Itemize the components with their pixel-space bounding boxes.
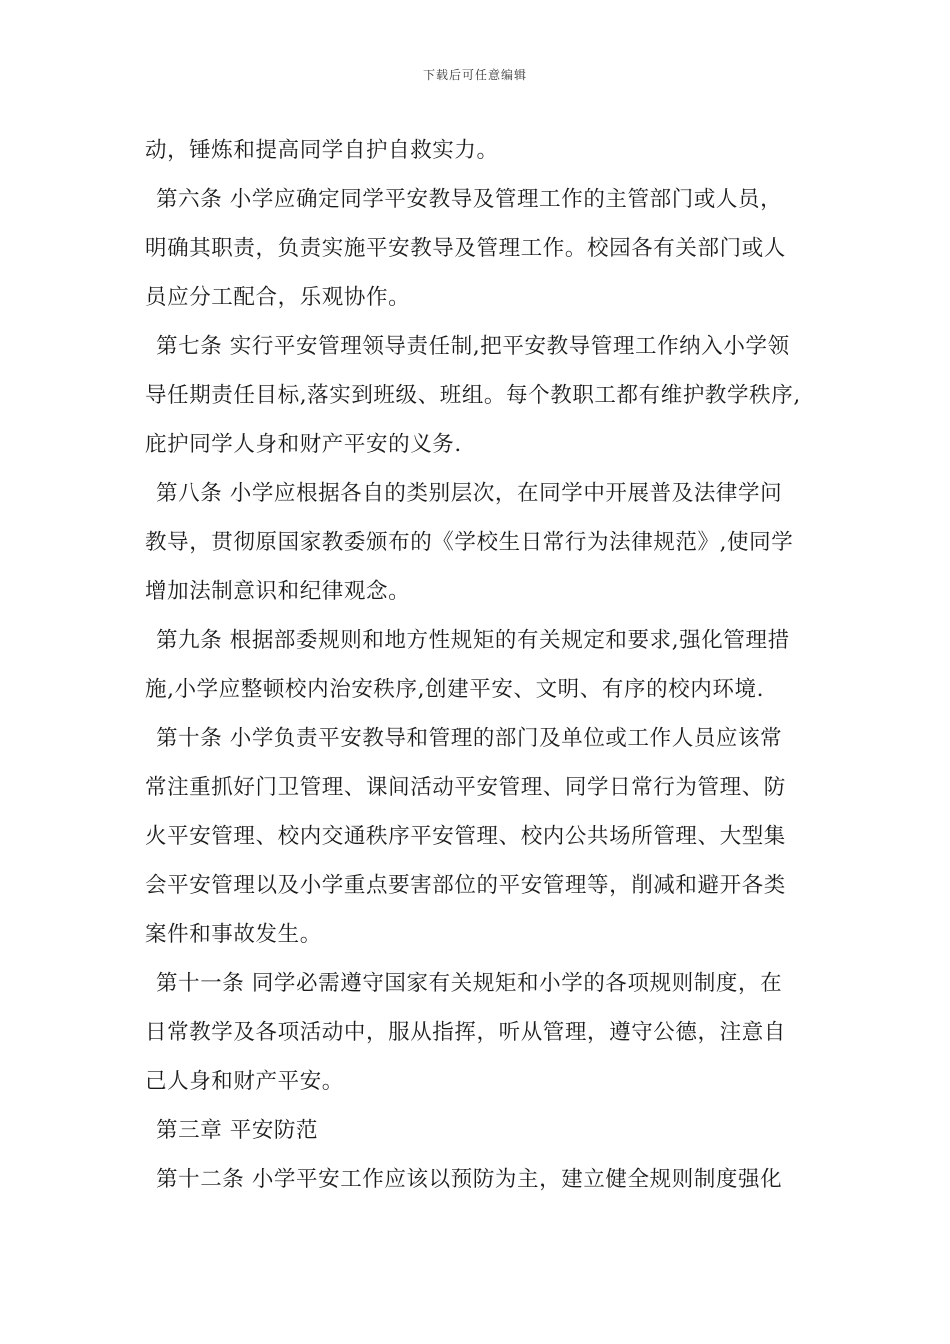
text-line: 导任期责任目标,落实到班级、班组。每个教职工都有维护教学秩序, [145,383,801,408]
text-line: 会平安管理以及小学重点要害部位的平安管理等，削减和避开各类 [145,873,786,898]
text-line: 施,小学应整顿校内治安秩序,创建平安、文明、有序的校内环境. [145,677,765,702]
text-line: 教导，贯彻原国家教委颁布的《学校生日常行为法律规范》,使同学 [145,530,794,555]
document-body [145,126,810,1204]
article-10-heading-line: 第十条 小学负责平安教导和管理的部门及单位或工作人员应该常 [156,726,783,751]
text-line: 日常教学及各项活动中，服从指挥，听从管理，遵守公德，注意自 [145,1020,786,1045]
text-line: 增加法制意识和纪律观念。 [145,579,411,604]
text-line: 常注重抓好门卫管理、课间活动平安管理、同学日常行为管理、防 [145,775,786,800]
text-line: 庇护同学人身和财产平安的义务. [145,432,462,457]
text-line: 己人身和财产平安。 [145,1069,344,1094]
chapter-3-heading: 第三章 平安防范 [156,1118,319,1143]
text-line: 案件和事故发生。 [145,922,322,947]
article-6-heading-line: 第六条 小学应确定同学平安教导及管理工作的主管部门或人员， [156,187,783,212]
article-8-heading-line: 第八条 小学应根据各自的类别层次，在同学中开展普及法律学问 [156,481,783,506]
text-line: 动，锤炼和提高同学自护自救实力。 [145,138,499,163]
article-9-heading-line: 第九条 根据部委规则和地方性规矩的有关规定和要求,强化管理措 [156,628,790,653]
text-line: 员应分工配合，乐观协作。 [145,285,411,310]
text-line: 火平安管理、校内交通秩序平安管理、校内公共场所管理、大型集 [145,824,786,849]
page-header: 下载后可任意编辑 [422,68,527,82]
article-11-heading-line: 第十一条 同学必需遵守国家有关规矩和小学的各项规则制度，在 [156,971,783,996]
text-line: 明确其职责，负责实施平安教导及管理工作。校园各有关部门或人 [145,236,786,261]
article-7-heading-line: 第七条 实行平安管理领导责任制,把平安教导管理工作纳入小学领 [156,334,790,359]
article-12-heading-line: 第十二条 小学平安工作应该以预防为主，建立健全规则制度强化 [156,1167,783,1192]
